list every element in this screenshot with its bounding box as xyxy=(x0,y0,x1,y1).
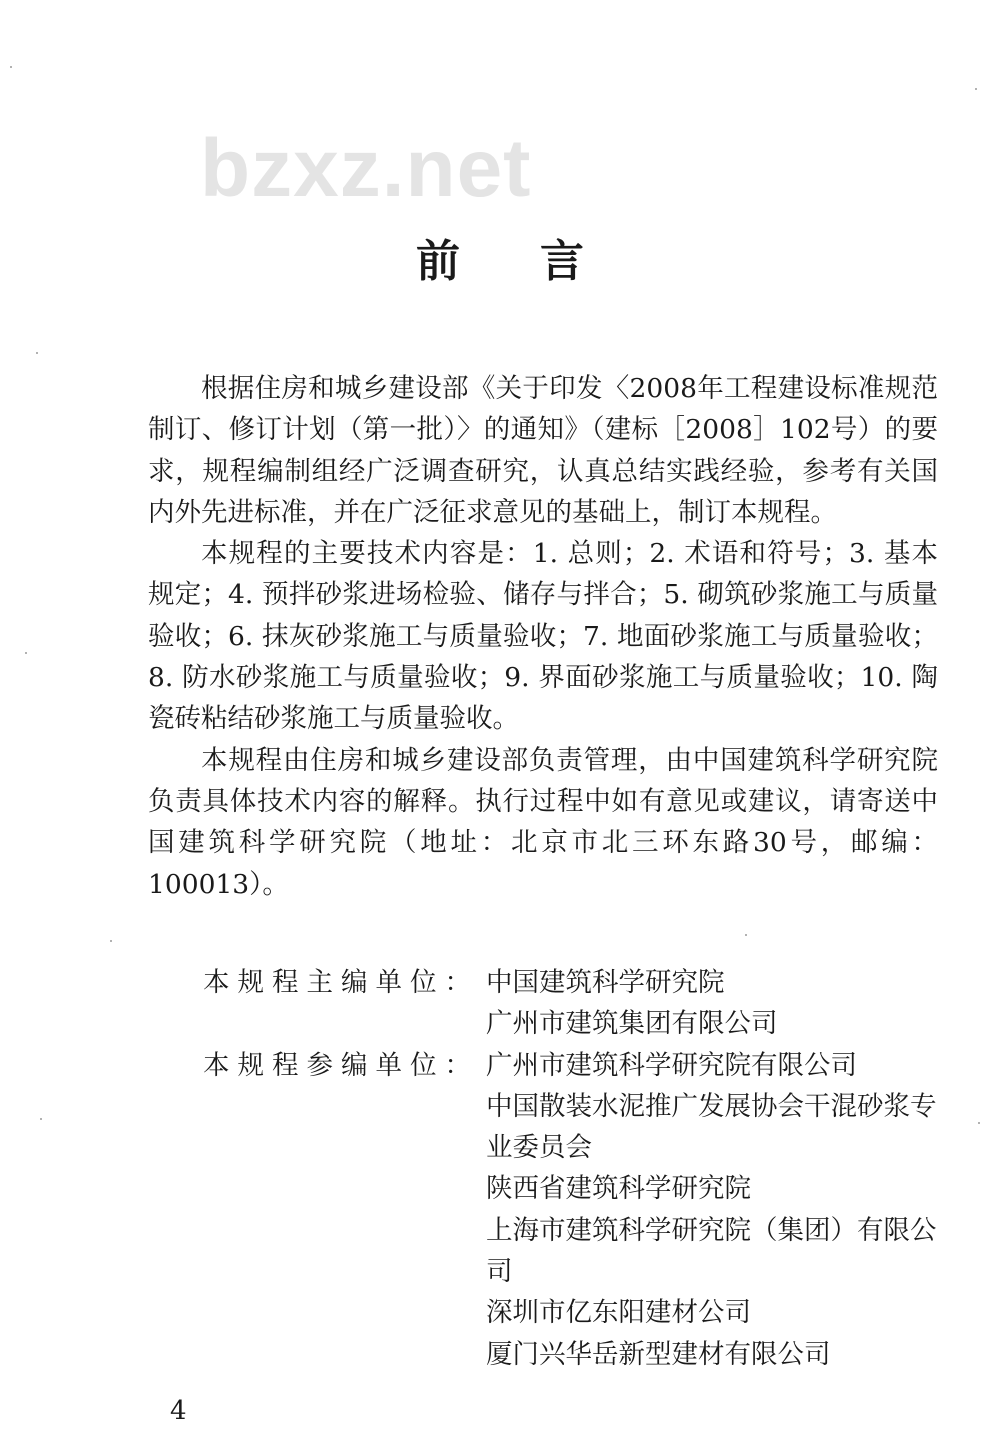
unit-item: 厦门兴华岳新型建材有限公司 xyxy=(486,1338,831,1370)
chief-units-list xyxy=(486,962,943,1045)
scan-speck xyxy=(10,66,12,68)
participating-units-row xyxy=(203,1045,943,1375)
unit-item: 上海市建筑科学研究院（集团）有限公司 xyxy=(486,1214,937,1288)
scan-speck xyxy=(975,88,977,90)
paragraph-management: 本规程由住房和城乡建设部负责管理，由中国建筑科学研究院负责具体技术内容的解释。执行过程中如有意见或建议，请寄送中国建筑科学研究院（地址：北京市北三环东路30号，邮编：100013）。 xyxy=(148,744,938,900)
scan-speck xyxy=(110,940,112,942)
preface-body xyxy=(148,368,938,905)
unit-item: 陕西省建筑科学研究院 xyxy=(486,1173,751,1205)
units-section xyxy=(203,962,943,1375)
scan-speck xyxy=(745,934,747,936)
page-number: 4 xyxy=(170,1396,187,1426)
unit-item: 广州市建筑科学研究院有限公司 xyxy=(486,1049,857,1081)
unit-item: 中国散装水泥推广发展协会干混砂浆专业委员会 xyxy=(486,1090,937,1164)
watermark: bzxz.net xyxy=(200,123,532,214)
chief-units-row xyxy=(203,962,943,1045)
participating-units-list xyxy=(486,1045,943,1375)
scan-speck xyxy=(25,652,27,654)
unit-item: 中国建筑科学研究院 xyxy=(486,967,725,998)
scan-speck xyxy=(36,352,38,354)
participating-units-label: 本规程参编单位： xyxy=(203,1049,479,1081)
page-title: 前言 xyxy=(416,236,664,287)
scan-speck xyxy=(40,1118,42,1120)
paragraph-contents: 本规程的主要技术内容是：1. 总则；2. 术语和符号；3. 基本规定；4. 预拌砂浆进场检验、储存与拌合；5. 砌筑砂浆施工与质量验收；6. 抹灰砂浆施工与质量验收；7. 地面砂浆施工与质量验收；8. 防水砂浆施工与质量验收；9. 界面砂浆施工与质量验收；10. 陶瓷砖粘结砂浆施工与质量验收。 xyxy=(148,538,938,735)
paragraph-basis: 根据住房和城乡建设部《关于印发〈2008年工程建设标准规范制订、修订计划（第一批）〉的通知》（建标［2008］102号）的要求，规程编制组经广泛调查研究，认真总结实践经验，参考有关国内外先进标准，并在广泛征求意见的基础上，制订本规程。 xyxy=(148,373,938,528)
unit-item: 广州市建筑集团有限公司 xyxy=(486,1008,778,1040)
unit-item: 深圳市亿东阳建材公司 xyxy=(486,1297,751,1329)
chief-units-label: 本规程主编单位： xyxy=(203,967,479,998)
scan-speck xyxy=(978,1122,980,1124)
